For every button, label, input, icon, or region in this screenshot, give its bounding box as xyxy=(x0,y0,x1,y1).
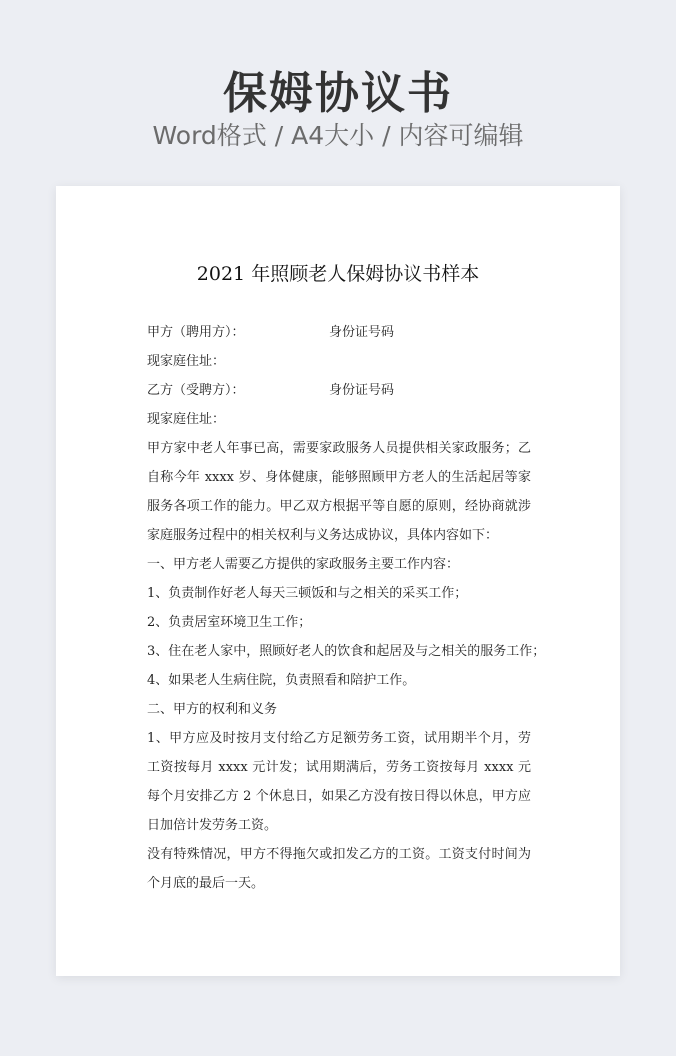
document-line: 工资按每月 xxxx 元计发；试用期满后，劳务工资按每月 xxxx 元 xyxy=(147,760,531,775)
document-title: 2021 年照顾老人保姆协议书样本 xyxy=(196,263,480,285)
banner-title: 保姆协议书 xyxy=(223,68,453,119)
party-b-id-label: 身份证号码 xyxy=(329,383,395,398)
document-line: 4、如果老人生病住院，负责照看和陪护工作。 xyxy=(147,673,416,688)
document-line: 每个月安排乙方 2 个休息日，如果乙方没有按日得以休息，甲方应 xyxy=(147,789,531,804)
document-line: 日加倍计发劳务工资。 xyxy=(147,818,278,833)
document-line: 个月底的最后一天。 xyxy=(147,876,265,891)
document-line: 3、住在老人家中，照顾好老人的饮食和起居及与之相关的服务工作； xyxy=(147,644,546,659)
banner-subtitle: Word格式 / A4大小 / 内容可编辑 xyxy=(152,121,524,150)
document-line: 2、负责居室环境卫生工作； xyxy=(147,615,312,630)
document-line: 甲方家中老人年事已高，需要家政服务人员提供相关家政服务；乙 xyxy=(147,441,531,456)
document-line: 自称今年 xxxx 岁、身体健康，能够照顾甲方老人的生活起居等家 xyxy=(147,470,531,485)
document-line: 服务各项工作的能力。甲乙双方根据平等自愿的原则，经协商就涉 xyxy=(147,499,531,514)
document-page xyxy=(56,186,620,976)
document-line: 一、甲方老人需要乙方提供的家政服务主要工作内容： xyxy=(147,557,460,572)
document-line: 没有特殊情况，甲方不得拖欠或扣发乙方的工资。工资支付时间为 xyxy=(147,847,531,862)
party-b-row xyxy=(147,376,531,405)
party-b-label: 乙方（受聘方）： xyxy=(147,383,245,398)
party-a-id-label: 身份证号码 xyxy=(329,325,395,340)
document-line: 1、甲方应及时按月支付给乙方足额劳务工资，试用期半个月，劳 xyxy=(147,731,531,746)
document-line: 二、甲方的权利和义务 xyxy=(147,702,278,717)
party-a-label: 甲方（聘用方）： xyxy=(147,325,245,340)
party-a-address: 现家庭住址： xyxy=(147,354,226,369)
document-line: 家庭服务过程中的相关权利与义务达成协议，具体内容如下： xyxy=(147,528,499,543)
party-b-address: 现家庭住址： xyxy=(147,412,226,427)
document-paragraphs xyxy=(147,434,546,898)
document-line: 1、负责制作好老人每天三顿饭和与之相关的采买工作； xyxy=(147,586,468,601)
document-body xyxy=(147,318,546,898)
party-a-row xyxy=(147,318,531,347)
